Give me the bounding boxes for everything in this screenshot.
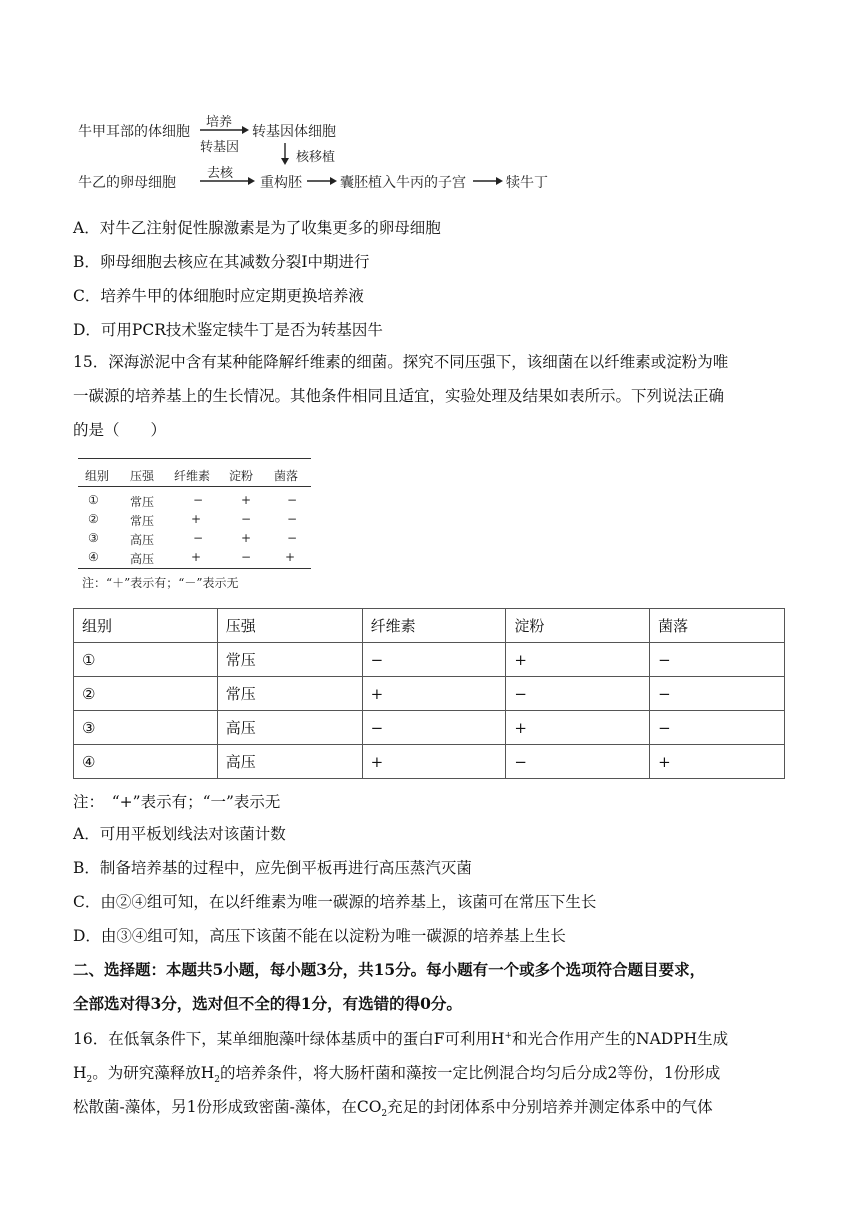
q16-stem-line2 — [73, 1061, 720, 1085]
table-header-row — [74, 609, 785, 643]
mini-cell: ③ — [88, 531, 99, 545]
mini-cell: − — [241, 550, 252, 564]
diagram-blastocyst-implant: 囊胚植入牛丙的子宫 — [340, 175, 466, 191]
table-cell: − — [362, 643, 506, 677]
diagram-arrow1 — [198, 124, 250, 136]
diagram-arrow3 — [306, 175, 338, 187]
mini-cell: 常压 — [130, 514, 155, 528]
section2-heading-line1: 二、选择题：本题共5小题，每小题3分，共15分。每小题有一个或多个选项符合题目要求， — [73, 960, 706, 979]
q15-option-c: C．由②④组可知，在以纤维素为唯一碳源的培养基上，该菌可在常压下生长 — [73, 893, 597, 911]
diagram-oocyte: 牛乙的卵母细胞 — [78, 175, 176, 191]
q16-stem-line1 — [73, 1027, 728, 1049]
q14-option-a: A．对牛乙注射促性腺激素是为了收集更多的卵母细胞 — [73, 219, 441, 237]
mini-cell: − — [193, 531, 204, 545]
q14-option-d: D．可用PCR技术鉴定犊牛丁是否为转基因牛 — [73, 321, 383, 339]
table-cell: 高压 — [217, 745, 362, 779]
header-pressure: 压强 — [217, 609, 362, 643]
diagram-down-label: 核移植 — [296, 150, 336, 165]
diagram-arrow1-top-label: 培养 — [206, 115, 233, 130]
q15-note: 注： “+”表示有；“一”表示无 — [73, 793, 281, 811]
table-cell: 常压 — [217, 643, 362, 677]
diagram-reconstructed-embryo: 重构胚 — [260, 175, 302, 191]
diagram-source-somatic-cell: 牛甲耳部的体细胞 — [78, 124, 190, 140]
mini-header-colony: 菌落 — [274, 469, 299, 483]
q16-stem-line3 — [73, 1095, 713, 1119]
q16-subscript: 2 — [214, 1075, 221, 1086]
table-cell: + — [506, 643, 650, 677]
diagram-arrow4 — [472, 175, 504, 187]
table-cell: − — [650, 711, 785, 745]
table-cell: − — [650, 677, 785, 711]
table-cell: − — [362, 711, 506, 745]
q15-stem-line3: 的是（ ） — [73, 421, 167, 439]
mini-cell: 高压 — [130, 533, 155, 547]
mini-cell: − — [287, 531, 298, 545]
table-row — [74, 643, 785, 677]
table-row — [74, 711, 785, 745]
mini-cell: − — [193, 493, 204, 507]
mini-header-pressure: 压强 — [130, 469, 155, 483]
q16-text: 16．在低氧条件下，某单细胞藻叶绿体基质中的蛋白F可利用H — [73, 1030, 505, 1048]
table-cell: ③ — [74, 711, 218, 745]
diagram-down-arrow — [279, 142, 291, 166]
mini-cell: 高压 — [130, 552, 155, 566]
q15-option-b: B．制备培养基的过程中，应先倒平板再进行高压蒸汽灭菌 — [73, 859, 472, 877]
q15-option-a: A．可用平板划线法对该菌计数 — [73, 825, 286, 843]
mini-cell: ① — [88, 493, 99, 507]
header-colony: 菌落 — [650, 609, 785, 643]
mini-cell: − — [241, 512, 252, 526]
q15-option-d: D．由③④组可知，高压下该菌不能在以淀粉为唯一碳源的培养基上生长 — [73, 927, 566, 945]
table-cell: − — [506, 745, 650, 779]
table-row — [74, 745, 785, 779]
q15-stem-line1: 15．深海淤泥中含有某种能降解纤维素的细菌。探究不同压强下，该细菌在以纤维素或淀粉为唯 — [73, 353, 729, 371]
table-cell: 常压 — [217, 677, 362, 711]
header-cellulose: 纤维素 — [362, 609, 506, 643]
mini-cell: 常压 — [130, 495, 155, 509]
mini-cell: ④ — [88, 550, 99, 564]
mini-cell: + — [285, 550, 296, 564]
q16-text: 和光合作用产生的NADPH生成 — [512, 1030, 729, 1048]
q14-option-c: C．培养牛甲的体细胞时应定期更换培养液 — [73, 287, 364, 305]
table-row — [74, 677, 785, 711]
mini-table-note: 注：“＋”表示有；“－”表示无 — [82, 576, 239, 590]
q16-text: 。为研究藻释放H — [92, 1064, 215, 1082]
mini-cell: + — [191, 512, 202, 526]
mini-cell: + — [191, 550, 202, 564]
q16-subscript: 2 — [86, 1075, 93, 1086]
mini-header-cellulose: 纤维素 — [174, 469, 211, 483]
table-cell: − — [650, 643, 785, 677]
diagram-arrow2 — [198, 175, 256, 187]
table-cell: ① — [74, 643, 218, 677]
q16-text: 充足的封闭体系中分别培养并测定体系中的气体 — [387, 1098, 713, 1116]
table-cell: ④ — [74, 745, 218, 779]
header-group: 组别 — [74, 609, 218, 643]
mini-cell: − — [287, 493, 298, 507]
mini-cell: + — [241, 531, 252, 545]
mini-cell: + — [241, 493, 252, 507]
diagram-arrow2-top-label: 去核 — [207, 166, 234, 181]
table-cell: + — [362, 677, 506, 711]
q16-subscript: 2 — [381, 1109, 388, 1120]
table-cell: + — [362, 745, 506, 779]
table-cell: ② — [74, 677, 218, 711]
mini-header-starch: 淀粉 — [229, 469, 254, 483]
table-cell: − — [506, 677, 650, 711]
table-cell: + — [506, 711, 650, 745]
q15-results-table — [73, 608, 785, 779]
table-cell: 高压 — [217, 711, 362, 745]
q15-stem-line2: 一碳源的培养基上的生长情况。其他条件相同且适宜，实验处理及结果如表所示。下列说法正确 — [73, 387, 725, 405]
q16-superscript: + — [504, 1030, 513, 1041]
header-starch: 淀粉 — [506, 609, 650, 643]
section2-heading-line2: 全部选对得3分，选对但不全的得1分，有选错的得0分。 — [73, 994, 462, 1013]
diagram-arrow1-bottom-label: 转基因 — [200, 140, 240, 155]
table-cell: + — [650, 745, 785, 779]
q16-text: 松散菌-藻体，另1份形成致密菌-藻体，在CO — [73, 1098, 382, 1116]
diagram-transgenic-cell: 转基因体细胞 — [252, 124, 336, 140]
q16-text: H — [73, 1064, 87, 1082]
mini-cell: ② — [88, 512, 99, 526]
diagram-calf: 犊牛丁 — [506, 175, 548, 191]
q16-text: 的培养条件，将大肠杆菌和藻按一定比例混合均匀后分成2等份，1份形成 — [220, 1064, 721, 1082]
q14-option-b: B．卵母细胞去核应在其减数分裂Ⅰ中期进行 — [73, 253, 370, 271]
mini-cell: − — [287, 512, 298, 526]
mini-header-group: 组别 — [85, 469, 110, 483]
